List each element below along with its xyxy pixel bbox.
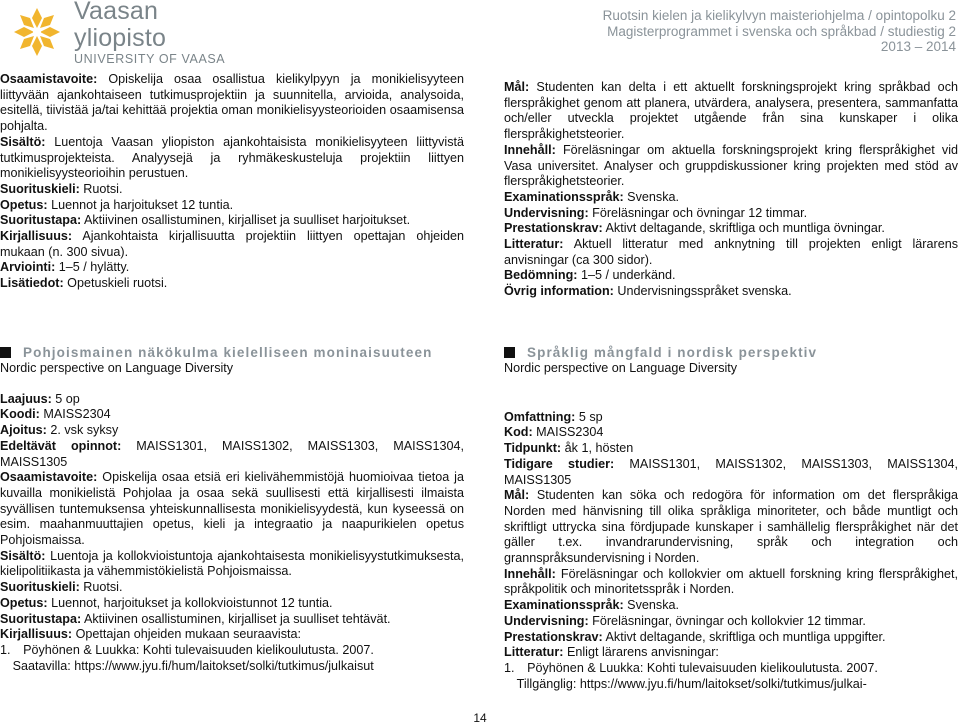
- field-text: Svenska.: [623, 598, 679, 613]
- field-label: Opetus:: [0, 595, 48, 610]
- course-title: Språklig mångfald i nordisk perspektiv: [527, 345, 818, 360]
- field-label: Kirjallisuus:: [0, 627, 73, 642]
- field-label: Suoritustapa:: [0, 611, 82, 626]
- field-text: Aktivt deltagande, skriftliga och muntliga övningar.: [602, 221, 885, 236]
- field-text: Föreläsningar, övningar och kollokvier 12 timmar.: [588, 613, 866, 628]
- field-text: Opetuskieli ruotsi.: [63, 276, 168, 291]
- prestationskrav-paragraph: [504, 221, 958, 237]
- field-label: Suoritustapa:: [0, 213, 82, 228]
- arviointi-paragraph: [0, 260, 464, 276]
- field-label: Arviointi:: [0, 260, 56, 275]
- litteratur-paragraph: [504, 237, 958, 268]
- course-subtitle: Nordic perspective on Language Diversity: [504, 361, 738, 375]
- opetus-paragraph: [0, 596, 464, 612]
- course-title: Pohjoismainen näkökulma kielelliseen moninaisuuteen: [23, 345, 433, 360]
- field-text: MAISS1301, MAISS1302, MAISS1303, MAISS1304, MAISS1305: [504, 456, 958, 487]
- field-label: Sisältö:: [0, 548, 46, 563]
- logo-subtitle: UNIVERSITY OF VAASA: [74, 52, 226, 66]
- field-label: Övrig information:: [504, 284, 614, 299]
- suoritustapa-paragraph: [0, 213, 464, 229]
- bedomning-paragraph: [504, 268, 958, 284]
- litteratur-paragraph: [504, 645, 958, 661]
- innehall-paragraph: [504, 567, 958, 598]
- header-line-2: Magisterprogrammet i svenska och språkbad / studiestig 2: [607, 23, 956, 39]
- field-label: Tidigare studier:: [504, 456, 615, 471]
- square-bullet-icon: [0, 347, 11, 358]
- lisatiedot-paragraph: [0, 276, 464, 292]
- field-label: Lisätiedot:: [0, 276, 64, 291]
- course-heading: [0, 344, 464, 361]
- field-text: Opiskelija osaa osallistua kielikylpyyn ja monikielisyyteen liittyvään ajankohtaiseen tutkimusprojektiin ja suunnitella, arvioida, analysoida, esitellä, tiivistää ja/tai kehittää projektia oman monikielisyysteorioiden osaamisensa pohjalta.: [0, 72, 464, 134]
- vaasa-sunflower-logo-icon: [6, 6, 68, 58]
- field-label: Kirjallisuus:: [0, 229, 73, 244]
- suorituskieli-paragraph: [0, 580, 464, 596]
- reference-item: 1. Pöyhönen & Luukka: Kohti tulevaisuuden kielikoulutusta. 2007.: [504, 660, 878, 675]
- field-text: Opettajan ohjeiden mukaan seuraavista:: [72, 627, 302, 642]
- field-text: Enligt lärarens anvisningar:: [563, 645, 719, 660]
- reference-item: 1. Pöyhönen & Luukka: Kohti tulevaisuuden kielikoulutusta. 2007.: [0, 642, 374, 657]
- field-text: 1–5 / hylätty.: [55, 260, 130, 275]
- field-text: Studenten kan delta i ett aktuellt forskningsprojekt kring språkbad och flerspråkighet genom att planera, utvärdera, analysera, presentera, sammanfatta och/eller utveckla projektet utgående från sina kunskaper i olika flerspråkighetsteorier.: [504, 80, 958, 142]
- field-label: Mål:: [504, 80, 530, 94]
- reference-link: Saatavilla: https://www.jyu.fi/hum/laitokset/solki/tutkimus/julkaisut: [0, 658, 374, 673]
- header-line-3: 2013 – 2014: [880, 39, 956, 54]
- field-label: Koodi:: [0, 407, 40, 422]
- field-label: Omfattning:: [504, 409, 576, 424]
- field-label: Innehåll:: [504, 566, 556, 581]
- omfattning-paragraph: [504, 410, 958, 426]
- tidigare-studier-paragraph: [504, 457, 958, 488]
- field-text: Luentoja Vaasan yliopiston ajankohtaisista monikielisyyteen liittyvistä tutkimusprojekteista. Analyysejä ja ryhmäkeskusteluja projektiin liittyen monikielisyysteorioihin perustuen.: [0, 134, 464, 181]
- field-text: Föreläsningar och övningar 12 timmar.: [588, 205, 808, 220]
- field-text: Studenten kan söka och redogöra för information om det flerspråkiga Norden med hänvisning till olika språkliga minoriteter, och både muntligt och skriftligt uttrycka sina fördjupade kunskaper i samhällelig flerspråkighet när det gäller t.ex. invandrarundervisning, språk och integration och grannspråksundervisning i Norden.: [504, 488, 958, 566]
- field-text: Aktuell litteratur med anknytning till projekten enligt lärarens anvisningar (ca 300 sidor).: [504, 237, 958, 267]
- field-label: Osaamistavoite:: [0, 470, 98, 485]
- laajuus-paragraph: [0, 392, 464, 408]
- mal-paragraph: [504, 488, 958, 567]
- field-text: Aktivt deltagande, skriftliga och muntliga uppgifter.: [602, 629, 886, 644]
- field-label: Ajoitus:: [0, 423, 47, 438]
- field-label: Prestationskrav:: [504, 221, 603, 236]
- mal-paragraph: [504, 80, 958, 143]
- kirjallisuus-paragraph: [0, 627, 464, 643]
- field-label: Edeltävät opinnot:: [0, 438, 122, 453]
- field-label: Laajuus:: [0, 391, 52, 406]
- field-text: åk 1, hösten: [561, 441, 634, 456]
- field-label: Opetus:: [0, 197, 48, 212]
- field-text: Föreläsningar och kollokvier om aktuell forskning kring flerspråkighet, språkpolitik och minoritetsspråk i Norden.: [504, 566, 958, 597]
- field-label: Mål:: [504, 488, 530, 503]
- field-label: Osaamistavoite:: [0, 72, 98, 86]
- field-text: 5 op: [51, 391, 80, 406]
- undervisning-paragraph: [504, 206, 958, 222]
- field-text: MAISS1301, MAISS1302, MAISS1303, MAISS1304, MAISS1305: [0, 438, 464, 469]
- osaamistavoite-paragraph: [0, 470, 464, 549]
- right-course-section: [504, 344, 958, 692]
- field-label: Examinationsspråk:: [504, 598, 624, 613]
- field-label: Examinationsspråk:: [504, 189, 624, 204]
- field-text: 5 sp: [575, 409, 603, 424]
- field-text: Opiskelija osaa etsiä eri kielivähemmistöjä huomioivaa tietoa ja kuvailla monikielistä Pohjolaa ja osaa sekä suullisesti että kirjallisesti ilmaista syvällisen tuntemuksensa yhteiskunnallisesta monikielisyydestä, kun kyseessä on esim. maahanmuuttajien opetus, kieli ja integraatio ja naapurikielen opetus Pohjoismaissa.: [0, 470, 464, 548]
- running-header: [603, 8, 956, 55]
- course-heading: [504, 344, 958, 361]
- field-text: Aktiivinen osallistuminen, kirjalliset ja suulliset harjoitukset.: [81, 213, 411, 228]
- innehall-paragraph: [504, 143, 958, 190]
- field-text: Luennot ja harjoitukset 12 tuntia.: [47, 197, 234, 212]
- suorituskieli-paragraph: [0, 182, 464, 198]
- reference-link: Tillgänglig: https://www.jyu.fi/hum/laitokset/solki/tutkimus/julkai-: [504, 676, 867, 691]
- ovrig-information-paragraph: [504, 284, 958, 300]
- prestationskrav-paragraph: [504, 630, 958, 646]
- suoritustapa-paragraph: [0, 612, 464, 628]
- field-text: Ajankohtaista kirjallisuutta projektiin liittyen opettajan ohjeiden mukaan (n. 300 sivua).: [0, 229, 464, 259]
- page-number: 14: [473, 711, 487, 725]
- edeltavat-paragraph: [0, 439, 464, 470]
- square-bullet-icon: [504, 347, 515, 358]
- undervisning-paragraph: [504, 614, 958, 630]
- field-label: Litteratur:: [504, 237, 564, 252]
- field-text: Ruotsi.: [79, 580, 123, 595]
- field-label: Innehåll:: [504, 142, 556, 157]
- field-text: Svenska.: [623, 189, 679, 204]
- osaamistavoite-paragraph: [0, 72, 464, 135]
- kod-paragraph: [504, 425, 958, 441]
- tidpunkt-paragraph: [504, 441, 958, 457]
- field-text: Luennot, harjoitukset ja kollokvioistunnot 12 tuntia.: [47, 595, 333, 610]
- field-text: Luentoja ja kollokvioistuntoja ajankohtaisesta monikielisyystutkimuksesta, kielipolitiikasta ja vähemmistökielistä Pohjoismaissa.: [0, 548, 464, 579]
- field-label: Bedömning:: [504, 268, 578, 283]
- field-text: Undervisningsspråket svenska.: [613, 284, 792, 299]
- logo-name: Vaasan yliopisto: [74, 0, 167, 52]
- field-text: Föreläsningar om aktuella forskningsprojekt kring flerspråkighet vid Vasa universitet. Analyser och gruppdiskussioner kring projekten med stöd av flerspråkighetsteorier.: [504, 142, 958, 189]
- right-course-continued: [504, 80, 958, 300]
- field-text: Aktiivinen osallistuminen, kirjalliset ja suulliset tehtävät.: [81, 611, 391, 626]
- sisalto-paragraph: [0, 135, 464, 182]
- field-text: MAISS2304: [532, 425, 604, 440]
- university-logo: [6, 0, 246, 66]
- field-label: Prestationskrav:: [504, 629, 603, 644]
- field-text: Ruotsi.: [79, 181, 123, 196]
- header-line-1: Ruotsin kielen ja kielikylvyn maisteriohjelma / opintopolku 2: [602, 8, 956, 23]
- opetus-paragraph: [0, 198, 464, 214]
- field-text: 1–5 / underkänd.: [577, 268, 676, 283]
- left-course-section: [0, 344, 464, 674]
- ajoitus-paragraph: [0, 423, 464, 439]
- examinationssprak-paragraph: [504, 190, 958, 206]
- field-label: Kod:: [504, 425, 533, 440]
- field-label: Tidpunkt:: [504, 441, 562, 456]
- kirjallisuus-paragraph: [0, 229, 464, 260]
- field-label: Litteratur:: [504, 645, 564, 660]
- field-label: Suorituskieli:: [0, 580, 80, 595]
- field-text: 2. vsk syksy: [46, 423, 119, 438]
- field-label: Undervisning:: [504, 205, 589, 220]
- sisalto-paragraph: [0, 549, 464, 580]
- koodi-paragraph: [0, 407, 464, 423]
- course-subtitle: Nordic perspective on Language Diversity: [0, 361, 234, 375]
- examinationssprak-paragraph: [504, 598, 958, 614]
- field-label: Suorituskieli:: [0, 181, 80, 196]
- field-text: MAISS2304: [39, 407, 111, 422]
- left-course-continued: [0, 72, 464, 292]
- field-label: Sisältö:: [0, 134, 46, 149]
- field-label: Undervisning:: [504, 613, 589, 628]
